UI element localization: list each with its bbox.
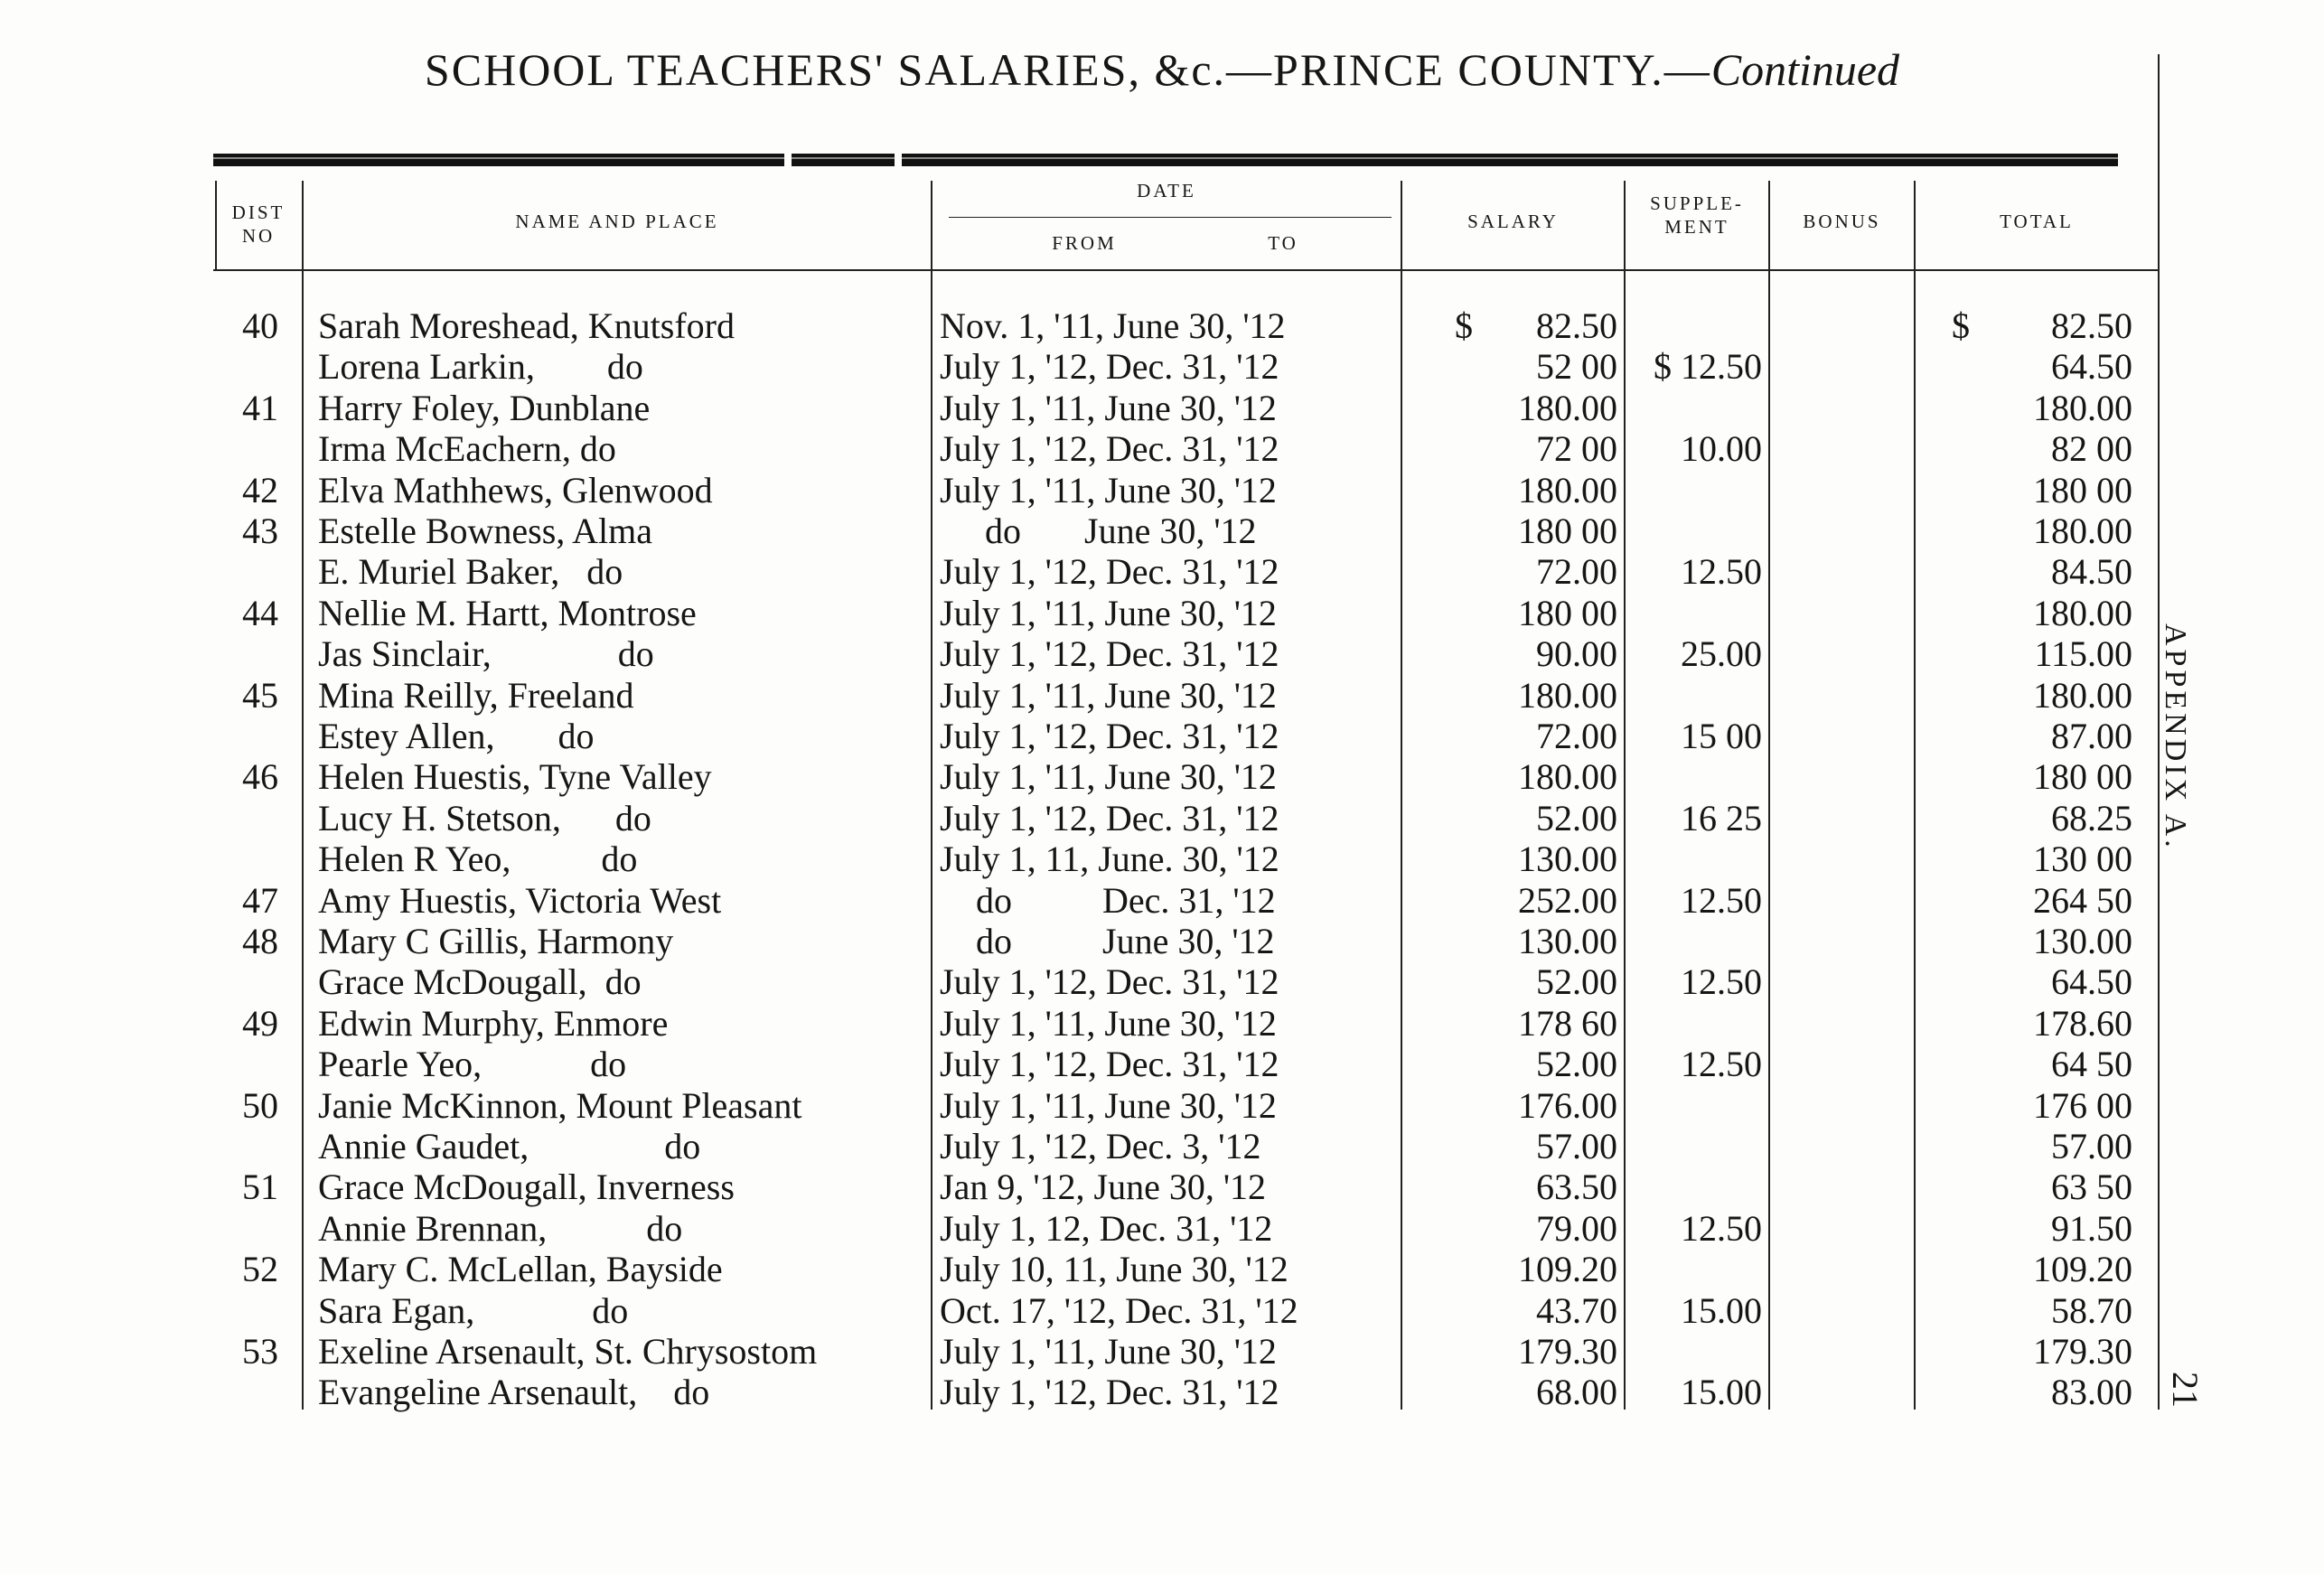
cell-total: 84.50 [2051, 551, 2132, 593]
cell-dist: 52 [242, 1249, 278, 1290]
cell-salary: 178 60 [1518, 1002, 1617, 1044]
table-row [0, 633, 2324, 675]
header-to: TO [1268, 232, 1298, 254]
cell-date: July 1, '11, June 30, '12 [940, 592, 1277, 633]
page-title [0, 43, 2324, 96]
table-row [0, 756, 2324, 798]
cell-salary: 130.00 [1518, 921, 1617, 961]
cell-name: Evangeline Arsenault, do [318, 1372, 710, 1413]
cell-salary: 72 00 [1536, 428, 1617, 470]
cell-name: Lucy H. Stetson, do [318, 797, 651, 839]
cell-date: July 1, 12, Dec. 31, '12 [940, 1207, 1273, 1249]
cell-salary: 109.20 [1518, 1249, 1617, 1290]
cell-name: Irma McEachern, do [318, 428, 616, 470]
table-row [0, 470, 2324, 511]
cell-total: 180 00 [2033, 756, 2132, 798]
table-row [0, 346, 2324, 388]
table-row [0, 1166, 2324, 1208]
cell-total: 264 50 [2033, 879, 2132, 921]
cell-total: 130.00 [2033, 921, 2132, 961]
cell-supp: 12.50 [1681, 551, 1762, 593]
header-dist-line1: DIST [231, 201, 286, 223]
cell-total: 180.00 [2033, 592, 2132, 633]
cell-date: July 1, '11, June 30, '12 [940, 1084, 1277, 1126]
header-dist [215, 201, 302, 248]
header-bottom-rule [213, 269, 2158, 271]
cell-name: Amy Huestis, Victoria West [318, 879, 722, 921]
cell-total: 91.50 [2051, 1207, 2132, 1249]
cell-date: July 1, '11, June 30, '12 [940, 1331, 1277, 1372]
cell-name: E. Muriel Baker, do [318, 551, 623, 593]
table-row [0, 1290, 2324, 1332]
table-row [0, 1249, 2324, 1290]
cell-total: 87.00 [2051, 716, 2132, 756]
table-row [0, 1331, 2324, 1373]
table-row [0, 921, 2324, 962]
cell-total: 63 50 [2051, 1166, 2132, 1208]
cell-name: Nellie M. Hartt, Montrose [318, 592, 697, 633]
cell-date: July 1, '12, Dec. 31, '12 [940, 961, 1279, 1003]
cell-supp: 15.00 [1681, 1289, 1762, 1331]
cell-supp: 15 00 [1681, 716, 1762, 756]
cell-name: Exeline Arsenault, St. Chrysostom [318, 1331, 818, 1372]
table-row [0, 593, 2324, 634]
title-main: SCHOOL TEACHERS' SALARIES, &c.—PRINCE COUNTY.— [424, 44, 1711, 95]
cell-date: July 1, '12, Dec. 3, '12 [940, 1126, 1261, 1166]
table-row [0, 388, 2324, 429]
cell-name: Mina Reilly, Freeland [318, 674, 634, 716]
cell-date: July 1, '11, June 30, '12 [940, 674, 1277, 716]
cell-salary: 52.00 [1536, 797, 1617, 839]
cell-date: July 1, '12, Dec. 31, '12 [940, 1044, 1279, 1085]
cell-date: July 1, '12, Dec. 31, '12 [940, 346, 1279, 388]
cell-date: Nov. 1, '11, June 30, '12 [940, 305, 1286, 346]
cell-total: 82 00 [2051, 428, 2132, 470]
header-bonus: BONUS [1803, 211, 1881, 232]
cell-total: 180 00 [2033, 469, 2132, 511]
cell-date: July 1, '12, Dec. 31, '12 [940, 1372, 1279, 1413]
cell-salary: 180 00 [1518, 511, 1617, 551]
cell-supp: 15.00 [1681, 1372, 1762, 1413]
cell-name: Harry Foley, Dunblane [318, 387, 651, 428]
cell-date: July 1, '12, Dec. 31, '12 [940, 633, 1279, 675]
cell-date: do June 30, '12 [940, 511, 1257, 551]
cell-dist: 46 [242, 756, 278, 798]
cell-name: Mary C. McLellan, Bayside [318, 1249, 723, 1290]
cell-date: July 1, 11, June. 30, '12 [940, 839, 1279, 880]
table-row [0, 305, 2324, 347]
cell-date: July 1, '12, Dec. 31, '12 [940, 797, 1279, 839]
header-date: DATE [1137, 180, 1196, 201]
total-currency-symbol: $ [1952, 305, 1970, 346]
cell-salary: 180.00 [1518, 756, 1617, 798]
cell-salary: 252.00 [1518, 879, 1617, 921]
cell-dist: 43 [242, 511, 278, 551]
cell-supp: 12.50 [1681, 879, 1762, 921]
rule-break [784, 154, 792, 166]
cell-dist: 42 [242, 469, 278, 511]
header-name: NAME AND PLACE [515, 211, 719, 232]
cell-total: 64.50 [2051, 346, 2132, 388]
cell-dist: 49 [242, 1002, 278, 1044]
cell-name: Mary C Gillis, Harmony [318, 921, 674, 961]
cell-dist: 40 [242, 305, 278, 346]
cell-date: do Dec. 31, '12 [940, 879, 1276, 921]
table-row [0, 1003, 2324, 1045]
cell-supp: $ 12.50 [1654, 346, 1762, 388]
cell-name: Estey Allen, do [318, 716, 595, 756]
cell-salary: 52.00 [1536, 961, 1617, 1003]
cell-supp: 25.00 [1681, 633, 1762, 675]
cell-dist: 51 [242, 1166, 278, 1208]
cell-salary: 52 00 [1536, 346, 1617, 388]
cell-dist: 47 [242, 879, 278, 921]
header-from: FROM [1052, 232, 1117, 254]
rule-break [895, 154, 902, 166]
cell-salary: 179.30 [1518, 1331, 1617, 1372]
cell-total: 64.50 [2051, 961, 2132, 1003]
cell-salary: 180.00 [1518, 387, 1617, 428]
cell-salary: 63.50 [1536, 1166, 1617, 1208]
cell-name: Janie McKinnon, Mount Pleasant [318, 1084, 802, 1126]
cell-date: Oct. 17, '12, Dec. 31, '12 [940, 1289, 1298, 1331]
header-rule [213, 154, 2118, 166]
cell-name: Jas Sinclair, do [318, 633, 654, 675]
cell-salary: 72.00 [1536, 551, 1617, 593]
cell-name: Sara Egan, do [318, 1289, 629, 1331]
cell-salary: 82.50 [1536, 305, 1617, 346]
page-number: 21 [2165, 1372, 2206, 1408]
header-dist-line2: NO [241, 225, 276, 247]
cell-supp: 10.00 [1681, 428, 1762, 470]
table-row [0, 428, 2324, 470]
table-row [0, 1372, 2324, 1413]
cell-total: 57.00 [2051, 1126, 2132, 1166]
cell-name: Elva Mathhews, Glenwood [318, 469, 713, 511]
cell-name: Sarah Moreshead, Knutsford [318, 305, 735, 346]
cell-salary: 90.00 [1536, 633, 1617, 675]
header-salary: SALARY [1467, 211, 1559, 232]
table-row [0, 1208, 2324, 1250]
table-row [0, 551, 2324, 593]
cell-total: 130 00 [2033, 839, 2132, 880]
table-row [0, 1126, 2324, 1167]
cell-date: Jan 9, '12, June 30, '12 [940, 1166, 1267, 1208]
cell-name: Estelle Bowness, Alma [318, 511, 652, 551]
cell-total: 109.20 [2033, 1249, 2132, 1290]
cell-name: Pearle Yeo, do [318, 1044, 627, 1085]
cell-dist: 53 [242, 1331, 278, 1372]
cell-salary: 57.00 [1536, 1126, 1617, 1166]
header-supp-line1: SUPPLE- [1650, 192, 1744, 214]
cell-salary: 72.00 [1536, 716, 1617, 756]
cell-date: July 1, '11, June 30, '12 [940, 1002, 1277, 1044]
table-row [0, 1044, 2324, 1085]
cell-date: do June 30, '12 [940, 921, 1275, 961]
table-row [0, 839, 2324, 880]
cell-name: Grace McDougall, Inverness [318, 1166, 735, 1208]
cell-salary: 79.00 [1536, 1207, 1617, 1249]
cell-salary: 43.70 [1536, 1289, 1617, 1331]
cell-salary: 180.00 [1518, 469, 1617, 511]
cell-name: Grace McDougall, do [318, 961, 642, 1003]
table-row [0, 961, 2324, 1003]
cell-date: July 1, '12, Dec. 31, '12 [940, 716, 1279, 756]
cell-dist: 50 [242, 1084, 278, 1126]
cell-date: July 1, '12, Dec. 31, '12 [940, 551, 1279, 593]
cell-name: Helen Huestis, Tyne Valley [318, 756, 712, 798]
salary-currency-symbol: $ [1455, 305, 1473, 346]
cell-total: 82.50 [2051, 305, 2132, 346]
cell-dist: 45 [242, 674, 278, 716]
cell-total: 115.00 [2034, 633, 2132, 675]
header-supp-line2: MENT [1664, 216, 1729, 238]
table-row [0, 716, 2324, 757]
cell-supp: 16 25 [1681, 797, 1762, 839]
cell-total: 176 00 [2033, 1084, 2132, 1126]
table-row [0, 1085, 2324, 1127]
cell-date: July 1, '11, June 30, '12 [940, 387, 1277, 428]
cell-date: July 1, '11, June 30, '12 [940, 469, 1277, 511]
date-subheader-rule [949, 217, 1392, 218]
cell-date: July 1, '12, Dec. 31, '12 [940, 428, 1279, 470]
cell-supp: 12.50 [1681, 1044, 1762, 1085]
cell-total: 180.00 [2033, 511, 2132, 551]
cell-dist: 41 [242, 387, 278, 428]
cell-salary: 52.00 [1536, 1044, 1617, 1085]
cell-name: Lorena Larkin, do [318, 346, 643, 388]
cell-date: July 10, 11, June 30, '12 [940, 1249, 1289, 1290]
cell-name: Edwin Murphy, Enmore [318, 1002, 669, 1044]
cell-total: 180.00 [2033, 674, 2132, 716]
cell-total: 180.00 [2033, 387, 2132, 428]
cell-date: July 1, '11, June 30, '12 [940, 756, 1277, 798]
cell-total: 178.60 [2033, 1002, 2132, 1044]
cell-salary: 130.00 [1518, 839, 1617, 880]
cell-total: 83.00 [2051, 1372, 2132, 1413]
cell-salary: 180.00 [1518, 674, 1617, 716]
cell-name: Helen R Yeo, do [318, 839, 638, 880]
table-row [0, 798, 2324, 839]
appendix-label: APPENDIX A. [2159, 623, 2192, 851]
cell-salary: 180 00 [1518, 592, 1617, 633]
cell-dist: 44 [242, 592, 278, 633]
cell-salary: 68.00 [1536, 1372, 1617, 1413]
table-row [0, 675, 2324, 717]
cell-name: Annie Brennan, do [318, 1207, 683, 1249]
cell-total: 68.25 [2051, 797, 2132, 839]
cell-salary: 176.00 [1518, 1084, 1617, 1126]
title-continued: Continued [1710, 44, 1900, 95]
header-supplement [1626, 192, 1768, 239]
cell-supp: 12.50 [1681, 961, 1762, 1003]
cell-dist: 48 [242, 921, 278, 961]
cell-name: Annie Gaudet, do [318, 1126, 701, 1166]
cell-supp: 12.50 [1681, 1207, 1762, 1249]
cell-total: 64 50 [2051, 1044, 2132, 1085]
header-total: TOTAL [2000, 211, 2074, 232]
cell-total: 58.70 [2051, 1289, 2132, 1331]
cell-total: 179.30 [2033, 1331, 2132, 1372]
table-row [0, 880, 2324, 922]
table-row [0, 511, 2324, 552]
